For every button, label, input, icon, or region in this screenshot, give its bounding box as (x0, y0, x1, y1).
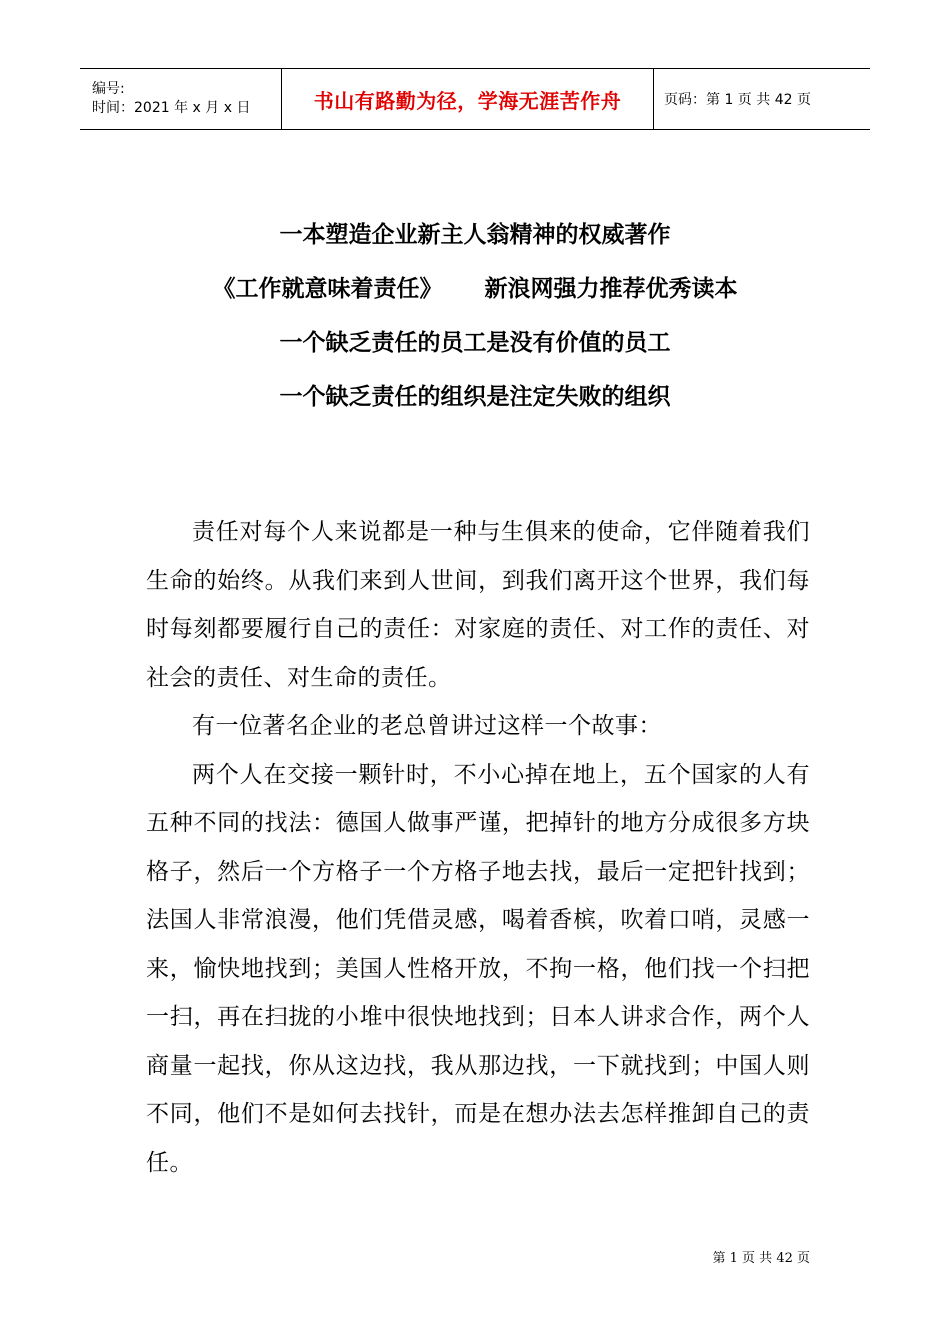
document-number-label: 编号: (92, 81, 125, 97)
header-motto: 书山有路勤为径，学海无涯苦作舟 (313, 88, 622, 113)
paragraph-3: 两个人在交接一颗针时，不小心掉在地上，五个国家的人有五种不同的找法：德国人做事严谨，把掉针的地方分成很多方块格子，然后一个方格子一个方格子地去找，最后一定把针找到；法国人非常浪漫，他们凭借灵感，喝着香槟，吹着口哨，灵感一来，愉快地找到；美国人性格开放，不拘一格，他们找一个扫把一扫，再在扫拢的小堆中很快地找到；日本人讲求合作，两个人商量一起找，你从这边找，我从那边找，一下就找到；中国人则不同，他们不是如何去找针，而是在想办法去怎样推卸自己的责任。 (146, 761, 810, 1176)
title-line-3: 一个缺乏责任的员工是没有价值的员工 (279, 330, 671, 356)
paragraph-2: 有一位著名企业的老总曾讲过这样一个故事： (192, 713, 662, 739)
book-title: 《工作就意味着责任》 (212, 276, 443, 302)
header-table (80, 68, 870, 130)
header-page-cell (654, 69, 870, 129)
body-text (146, 508, 810, 1187)
title-line-1: 一本塑造企业新主人翁精神的权威著作 (279, 222, 671, 248)
title-line-2 (0, 262, 950, 316)
paragraph-1: 责任对每个人来说都是一种与生俱来的使命，它伴随着我们生命的始终。从我们来到人世间，到我们离开这个世界，我们每时每刻都要履行自己的责任：对家庭的责任、对工作的责任、对社会的责任、对生命的责任。 (146, 519, 810, 691)
document-time-label: 时间：2021 年 x 月 x 日 (92, 100, 251, 116)
header-motto-cell (282, 69, 654, 129)
title-line-4: 一个缺乏责任的组织是注定失败的组织 (279, 384, 671, 410)
title-block (0, 208, 950, 424)
footer-page-info: 第 1 页 共 42 页 (712, 1251, 810, 1266)
header-page-info: 页码：第 1 页 共 42 页 (664, 92, 811, 108)
header-meta-cell (80, 69, 282, 129)
recommendation-text: 新浪网强力推荐优秀读本 (484, 276, 738, 302)
